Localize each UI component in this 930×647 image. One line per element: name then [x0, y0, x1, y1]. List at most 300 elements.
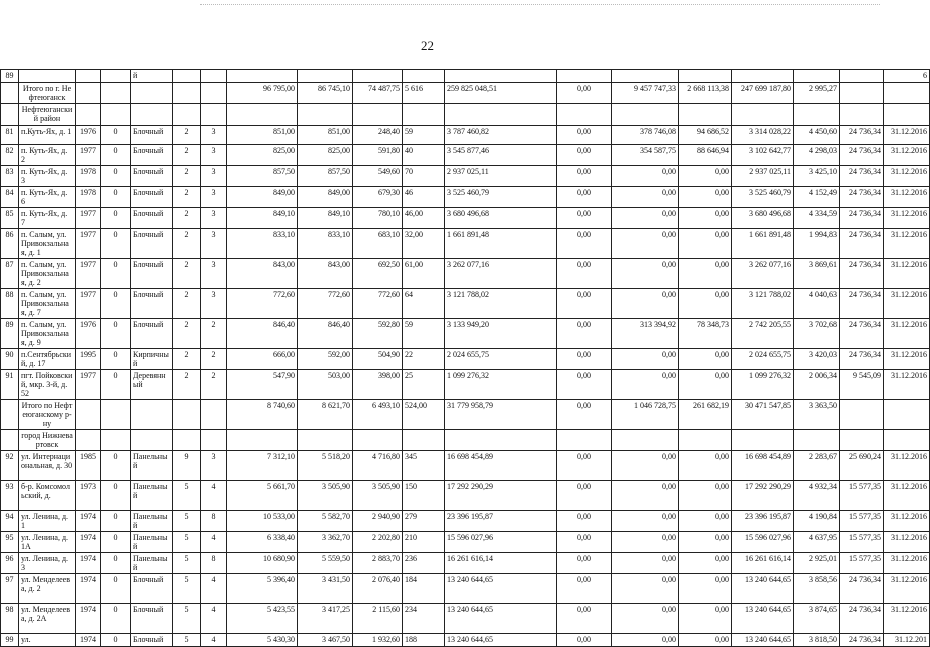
cell-year: 1977 [76, 259, 101, 289]
table-row [1, 187, 930, 208]
cell-limit-cost: 24 736,34 [840, 187, 884, 208]
cell-f1: 0 [101, 208, 131, 229]
cell-limit-cost: 24 736,34 [840, 604, 884, 634]
cell-cost-total: 2 937 025,11 [445, 166, 557, 187]
cell-address: п. Куть-Ях, д. 2 [19, 145, 76, 166]
cell-deadline: 31.12.2016 [884, 532, 930, 553]
cell-deadline: 31.12.2016 [884, 289, 930, 319]
cell-residents: 188 [403, 634, 445, 647]
cell-material: Панельный [131, 511, 173, 532]
cell-deadline: 31.12.2016 [884, 604, 930, 634]
cell-address: Нефтеюганский район [19, 104, 76, 126]
cell-address: Итого по Нефтеюганскому р-ну [19, 400, 76, 430]
cell-area-living: 849,00 [298, 187, 353, 208]
cell-budget-okrug: 0,00 [612, 532, 679, 553]
cell-residents: 70 [403, 166, 445, 187]
cell-fund-fsr: 0,00 [557, 532, 612, 553]
cell-own-funds: 3 121 788,02 [732, 289, 794, 319]
cell-budget-local: 2 668 113,38 [679, 83, 732, 104]
cell-year: 1985 [76, 451, 101, 481]
cell-cost-total: 3 545 877,46 [445, 145, 557, 166]
cell-num: 82 [1, 145, 19, 166]
cell-f1: 0 [101, 532, 131, 553]
cell-area-res: 4 716,80 [353, 451, 403, 481]
cell-residents: 25 [403, 370, 445, 400]
cell-area-living: 5 518,20 [298, 451, 353, 481]
cell-num: 90 [1, 349, 19, 370]
cell-num: 97 [1, 574, 19, 604]
cell-own-funds [732, 430, 794, 451]
cell-num [1, 83, 19, 104]
cell-floors: 2 [173, 229, 201, 259]
cell-floors: 5 [173, 574, 201, 604]
cell-budget-okrug: 9 457 747,33 [612, 83, 679, 104]
cell-entrances: 4 [201, 532, 227, 553]
cell-cost-total: 16 261 616,14 [445, 553, 557, 574]
cell-limit-cost [840, 400, 884, 430]
cell-budget-okrug: 0,00 [612, 349, 679, 370]
cell-unit-cost: 3 702,68 [794, 319, 840, 349]
cell-fund-fsr: 0,00 [557, 319, 612, 349]
cell-budget-local: 0,00 [679, 451, 732, 481]
cell-cost-total: 3 121 788,02 [445, 289, 557, 319]
cell-unit-cost: 4 152,49 [794, 187, 840, 208]
subtotal-row [1, 400, 930, 430]
cell-fund-fsr: 0,00 [557, 208, 612, 229]
cell-area-living [298, 70, 353, 83]
cell-year: 1977 [76, 229, 101, 259]
cell-address: б-р. Комсомольский, д. [19, 481, 76, 511]
cell-material: Блочный [131, 634, 173, 647]
cell-area-living: 3 362,70 [298, 532, 353, 553]
cell-f1: 0 [101, 634, 131, 647]
cell-deadline: 31.12.2016 [884, 208, 930, 229]
cell-own-funds: 2 024 655,75 [732, 349, 794, 370]
cell-address: ул. Ленина, д. 1А [19, 532, 76, 553]
cell-unit-cost: 4 040,63 [794, 289, 840, 319]
cell-entrances [201, 104, 227, 126]
cell-own-funds: 30 471 547,85 [732, 400, 794, 430]
cell-unit-cost: 4 334,59 [794, 208, 840, 229]
cell-year [76, 83, 101, 104]
cell-fund-fsr: 0,00 [557, 553, 612, 574]
page-number: 22 [421, 38, 434, 53]
cell-area-res [353, 104, 403, 126]
table-row [1, 370, 930, 400]
cell-own-funds: 17 292 290,29 [732, 481, 794, 511]
cell-area-res: 2 202,80 [353, 532, 403, 553]
cell-area-living: 592,00 [298, 349, 353, 370]
cell-unit-cost: 2 006,34 [794, 370, 840, 400]
cell-address: п. Куть-Ях, д. 3 [19, 166, 76, 187]
group-header-row [1, 430, 930, 451]
cell-area-res [353, 70, 403, 83]
table-row [1, 634, 930, 647]
cell-deadline: 31.12.2016 [884, 451, 930, 481]
cell-year: 1974 [76, 574, 101, 604]
cell-area-living: 833,10 [298, 229, 353, 259]
table-row [1, 574, 930, 604]
cell-floors: 2 [173, 126, 201, 145]
housing-register-table [0, 69, 930, 647]
cell-budget-local: 261 682,19 [679, 400, 732, 430]
cell-residents: 210 [403, 532, 445, 553]
cell-deadline: 31.12.2016 [884, 370, 930, 400]
cell-budget-local: 0,00 [679, 532, 732, 553]
cell-limit-cost: 9 545,09 [840, 370, 884, 400]
cell-entrances: 3 [201, 229, 227, 259]
cell-f1: 0 [101, 604, 131, 634]
cell-area-living: 5 559,50 [298, 553, 353, 574]
cell-deadline: 31.12.201 [884, 634, 930, 647]
cell-area-total: 6 338,40 [227, 532, 298, 553]
cell-address [19, 70, 76, 83]
cell-residents: 279 [403, 511, 445, 532]
cell-limit-cost: 24 736,34 [840, 349, 884, 370]
cell-floors: 2 [173, 166, 201, 187]
table-row [1, 553, 930, 574]
cell-deadline [884, 400, 930, 430]
cell-floors: 2 [173, 145, 201, 166]
cell-area-res: 780,10 [353, 208, 403, 229]
cell-budget-okrug: 0,00 [612, 553, 679, 574]
cell-fund-fsr [557, 70, 612, 83]
cell-fund-fsr: 0,00 [557, 574, 612, 604]
cell-budget-okrug: 0,00 [612, 187, 679, 208]
table-row [1, 532, 930, 553]
cell-own-funds [732, 104, 794, 126]
cell-address: ул. Ленина, д. 3 [19, 553, 76, 574]
cell-limit-cost: 24 736,34 [840, 145, 884, 166]
cell-cost-total: 13 240 644,65 [445, 604, 557, 634]
cell-own-funds: 3 262 077,16 [732, 259, 794, 289]
cell-num: 83 [1, 166, 19, 187]
cell-fund-fsr: 0,00 [557, 370, 612, 400]
cell-own-funds: 3 680 496,68 [732, 208, 794, 229]
cell-unit-cost [794, 70, 840, 83]
cell-area-res: 683,10 [353, 229, 403, 259]
cell-num: 81 [1, 126, 19, 145]
cell-budget-okrug: 0,00 [612, 229, 679, 259]
cell-fund-fsr: 0,00 [557, 145, 612, 166]
cell-budget-local [679, 70, 732, 83]
cell-area-total: 825,00 [227, 145, 298, 166]
cell-material: Панельный [131, 532, 173, 553]
cell-address: п.Куть-Ях, д. 1 [19, 126, 76, 145]
cell-fund-fsr: 0,00 [557, 481, 612, 511]
cell-fund-fsr: 0,00 [557, 349, 612, 370]
cell-unit-cost: 2 995,27 [794, 83, 840, 104]
cell-fund-fsr: 0,00 [557, 166, 612, 187]
cell-area-res: 549,60 [353, 166, 403, 187]
cell-material [131, 400, 173, 430]
cell-cost-total [445, 70, 557, 83]
cell-own-funds: 3 102 642,77 [732, 145, 794, 166]
cell-budget-local: 0,00 [679, 259, 732, 289]
cell-area-res: 3 505,90 [353, 481, 403, 511]
cell-f1: 0 [101, 259, 131, 289]
cell-area-total: 5 396,40 [227, 574, 298, 604]
cell-address: город Нижневартовск [19, 430, 76, 451]
cell-year: 1974 [76, 604, 101, 634]
cell-entrances: 3 [201, 145, 227, 166]
cell-budget-okrug: 0,00 [612, 634, 679, 647]
cell-num: 84 [1, 187, 19, 208]
cell-unit-cost: 3 420,03 [794, 349, 840, 370]
cell-unit-cost: 1 994,83 [794, 229, 840, 259]
cell-limit-cost: 15 577,35 [840, 481, 884, 511]
cell-num: 85 [1, 208, 19, 229]
cell-own-funds: 13 240 644,65 [732, 574, 794, 604]
cell-budget-local: 0,00 [679, 553, 732, 574]
cell-floors: 5 [173, 604, 201, 634]
cell-residents: 524,00 [403, 400, 445, 430]
cell-unit-cost: 3 425,10 [794, 166, 840, 187]
cell-area-total: 833,10 [227, 229, 298, 259]
cell-material: Деревянный [131, 370, 173, 400]
cell-floors: 5 [173, 634, 201, 647]
cell-entrances: 3 [201, 259, 227, 289]
cell-budget-local: 0,00 [679, 166, 732, 187]
cell-budget-okrug: 0,00 [612, 481, 679, 511]
cell-f1 [101, 83, 131, 104]
cell-residents: 234 [403, 604, 445, 634]
cell-address: п.Сентябрьский, д. 17 [19, 349, 76, 370]
table-row [1, 511, 930, 532]
cell-cost-total: 17 292 290,29 [445, 481, 557, 511]
cell-cost-total: 1 099 276,32 [445, 370, 557, 400]
cell-entrances: 4 [201, 574, 227, 604]
cell-unit-cost [794, 430, 840, 451]
cell-area-living: 846,40 [298, 319, 353, 349]
cell-area-living: 8 621,70 [298, 400, 353, 430]
cell-area-living [298, 430, 353, 451]
cell-material [131, 83, 173, 104]
cell-area-living: 503,00 [298, 370, 353, 400]
cell-deadline: 31.12.2016 [884, 481, 930, 511]
cell-residents: 64 [403, 289, 445, 319]
cell-deadline: 31.12.2016 [884, 319, 930, 349]
cell-area-res: 1 932,60 [353, 634, 403, 647]
cell-year: 1978 [76, 166, 101, 187]
cell-budget-okrug: 0,00 [612, 574, 679, 604]
cell-area-living: 3 417,25 [298, 604, 353, 634]
cell-budget-local: 0,00 [679, 289, 732, 319]
cell-f1: 0 [101, 166, 131, 187]
cell-address: п. Салым, ул. Привокзальная, д. 2 [19, 259, 76, 289]
cell-address: п. Салым, ул. Привокзальная, д. 7 [19, 289, 76, 319]
cell-num: 93 [1, 481, 19, 511]
cell-area-res: 2 883,70 [353, 553, 403, 574]
cell-area-res [353, 430, 403, 451]
cell-deadline: 31.12.2016 [884, 511, 930, 532]
cell-num: 92 [1, 451, 19, 481]
cell-budget-okrug: 0,00 [612, 451, 679, 481]
cell-fund-fsr: 0,00 [557, 634, 612, 647]
cell-num [1, 400, 19, 430]
cell-num: 96 [1, 553, 19, 574]
cell-unit-cost: 4 932,34 [794, 481, 840, 511]
cell-budget-local: 94 686,52 [679, 126, 732, 145]
cell-limit-cost: 24 736,34 [840, 229, 884, 259]
cell-unit-cost: 4 298,03 [794, 145, 840, 166]
cell-residents: 236 [403, 553, 445, 574]
cell-own-funds: 16 698 454,89 [732, 451, 794, 481]
cell-budget-local: 0,00 [679, 229, 732, 259]
cell-residents: 40 [403, 145, 445, 166]
cell-material: Панельный [131, 553, 173, 574]
cell-area-res: 2 940,90 [353, 511, 403, 532]
cell-fund-fsr: 0,00 [557, 187, 612, 208]
cell-budget-local: 0,00 [679, 370, 732, 400]
cell-fund-fsr: 0,00 [557, 289, 612, 319]
cell-area-res: 591,80 [353, 145, 403, 166]
table-row [1, 126, 930, 145]
cell-cost-total [445, 104, 557, 126]
cell-area-living: 86 745,10 [298, 83, 353, 104]
cell-budget-local: 0,00 [679, 634, 732, 647]
cell-limit-cost: 25 690,24 [840, 451, 884, 481]
cell-deadline: 31.12.2016 [884, 145, 930, 166]
scan-top-edge [200, 4, 880, 6]
cell-area-total [227, 70, 298, 83]
cell-budget-okrug: 378 746,08 [612, 126, 679, 145]
cell-floors: 9 [173, 451, 201, 481]
cell-budget-okrug [612, 104, 679, 126]
cell-cost-total: 3 133 949,20 [445, 319, 557, 349]
cell-unit-cost: 3 874,65 [794, 604, 840, 634]
cell-f1: 0 [101, 319, 131, 349]
cell-cost-total: 3 680 496,68 [445, 208, 557, 229]
cell-own-funds: 13 240 644,65 [732, 604, 794, 634]
table-row [1, 166, 930, 187]
cell-residents: 345 [403, 451, 445, 481]
cell-year [76, 70, 101, 83]
cell-num: 87 [1, 259, 19, 289]
cell-residents: 61,00 [403, 259, 445, 289]
cell-address: пгт. Пойковский, мкр. 3-й, д. 52 [19, 370, 76, 400]
cell-unit-cost: 4 637,95 [794, 532, 840, 553]
cell-year [76, 400, 101, 430]
cell-area-res: 2 076,40 [353, 574, 403, 604]
cell-cost-total: 259 825 048,51 [445, 83, 557, 104]
cell-area-res: 74 487,75 [353, 83, 403, 104]
cell-address: ул. Ленина, д. 1 [19, 511, 76, 532]
cell-own-funds: 1 661 891,48 [732, 229, 794, 259]
cell-area-total: 772,60 [227, 289, 298, 319]
cell-residents: 59 [403, 126, 445, 145]
cell-unit-cost: 3 363,50 [794, 400, 840, 430]
cell-deadline: 31.12.2016 [884, 126, 930, 145]
cell-own-funds: 247 699 187,80 [732, 83, 794, 104]
cell-material: Блочный [131, 166, 173, 187]
cell-own-funds: 2 937 025,11 [732, 166, 794, 187]
cell-own-funds: 1 099 276,32 [732, 370, 794, 400]
cell-residents [403, 70, 445, 83]
cell-unit-cost: 2 925,01 [794, 553, 840, 574]
cell-limit-cost [840, 70, 884, 83]
cell-floors: 2 [173, 259, 201, 289]
cell-own-funds: 23 396 195,87 [732, 511, 794, 532]
cell-budget-okrug: 0,00 [612, 259, 679, 289]
cell-budget-local: 0,00 [679, 187, 732, 208]
cell-area-res: 6 493,10 [353, 400, 403, 430]
cell-limit-cost: 24 736,34 [840, 208, 884, 229]
cell-limit-cost [840, 430, 884, 451]
cell-area-res: 772,60 [353, 289, 403, 319]
cell-budget-okrug: 0,00 [612, 511, 679, 532]
cell-year: 1976 [76, 126, 101, 145]
cell-budget-okrug: 1 046 728,75 [612, 400, 679, 430]
cell-num: 98 [1, 604, 19, 634]
cell-entrances: 3 [201, 289, 227, 319]
cell-fund-fsr: 0,00 [557, 604, 612, 634]
cell-budget-okrug: 0,00 [612, 604, 679, 634]
cell-cost-total: 23 396 195,87 [445, 511, 557, 532]
cell-budget-local: 0,00 [679, 349, 732, 370]
cell-area-total: 5 661,70 [227, 481, 298, 511]
cell-f1: 0 [101, 553, 131, 574]
cell-material [131, 104, 173, 126]
cell-entrances: 3 [201, 451, 227, 481]
cell-cost-total: 16 698 454,89 [445, 451, 557, 481]
cell-limit-cost: 24 736,34 [840, 126, 884, 145]
cell-residents: 150 [403, 481, 445, 511]
cell-area-total: 851,00 [227, 126, 298, 145]
table-row [1, 259, 930, 289]
cell-floors: 5 [173, 481, 201, 511]
cell-limit-cost: 24 736,34 [840, 574, 884, 604]
cell-deadline: 31.12.2016 [884, 187, 930, 208]
cell-limit-cost: 24 736,34 [840, 319, 884, 349]
cell-budget-local: 0,00 [679, 604, 732, 634]
cell-year: 1977 [76, 289, 101, 319]
cell-year: 1974 [76, 532, 101, 553]
cell-year: 1974 [76, 511, 101, 532]
cell-budget-okrug [612, 430, 679, 451]
cell-entrances: 3 [201, 166, 227, 187]
cell-material: Блочный [131, 187, 173, 208]
cell-entrances [201, 83, 227, 104]
cell-own-funds: 13 240 644,65 [732, 634, 794, 647]
cell-own-funds: 2 742 205,55 [732, 319, 794, 349]
cell-deadline: 31.12.2016 [884, 574, 930, 604]
cell-area-living: 857,50 [298, 166, 353, 187]
cell-num: 88 [1, 289, 19, 319]
cell-address: ул. [19, 634, 76, 647]
cell-entrances: 4 [201, 604, 227, 634]
continued-row [1, 70, 930, 83]
cell-address: п. Салым, ул. Привокзальная, д. 9 [19, 319, 76, 349]
cell-year: 1973 [76, 481, 101, 511]
cell-entrances: 3 [201, 187, 227, 208]
cell-entrances [201, 70, 227, 83]
cell-f1: 0 [101, 451, 131, 481]
cell-area-living: 843,00 [298, 259, 353, 289]
cell-area-total: 5 430,30 [227, 634, 298, 647]
cell-area-living: 849,10 [298, 208, 353, 229]
cell-material: Блочный [131, 259, 173, 289]
cell-material: Блочный [131, 574, 173, 604]
cell-material: Панельный [131, 451, 173, 481]
cell-cost-total: 2 024 655,75 [445, 349, 557, 370]
cell-deadline: 31.12.2016 [884, 349, 930, 370]
cell-floors [173, 400, 201, 430]
cell-year: 1976 [76, 319, 101, 349]
cell-fund-fsr: 0,00 [557, 511, 612, 532]
cell-deadline [884, 430, 930, 451]
cell-own-funds: 15 596 027,96 [732, 532, 794, 553]
